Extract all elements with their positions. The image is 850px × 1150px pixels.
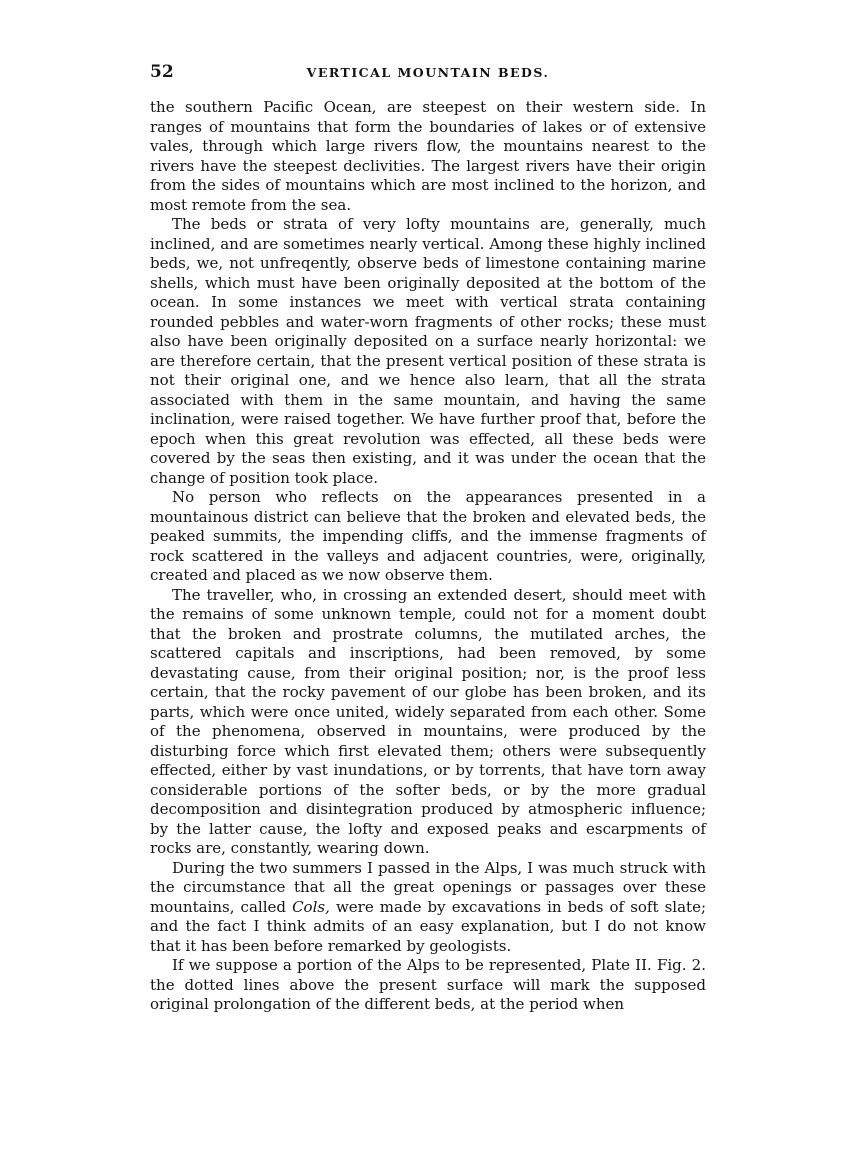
cols-italic-term: Cols,	[292, 897, 330, 916]
running-title: VERTICAL MOUNTAIN BEDS.	[306, 65, 550, 80]
book-page	[150, 62, 706, 1015]
page-number: 52	[150, 62, 174, 82]
paragraph-mountainous-district: No person who reflects on the appearances presented in a mountainous district can believe that the broken and elevated beds, the peaked summits, the impending cliffs, and the immense fragments of rock scattered in the valleys and adjacent countries, were, originally, created and placed as we now observe them.	[150, 488, 706, 584]
paragraph-alps-cols	[150, 859, 706, 957]
cols-text-after: were made by excavations in beds of soft slate; and the fact I think admits of an easy explanation, but I do not know that it has been before remarked by geologists.	[150, 897, 706, 955]
paragraph-traveller: The traveller, who, in crossing an extended desert, should meet with the remains of some unknown temple, could not for a moment doubt that the broken and prostrate columns, the mutilated arches, the scattered capitals and inscriptions, had been removed, by some devastating cause, from their original position; nor, is the proof less certain, that the rocky pavement of our globe has been broken, and its parts, which were once united, widely separated from each other. Some of the phenomena, observed in mountains, were produced by the disturbing force which first elevated them; others were subsequently effected, either by vast inundations, or by torrents, that have torn away considerable portions of the softer beds, or by the more gradual decomposition and disintegration produced by atmospheric influence; by the latter cause, the lofty and exposed peaks and escarpments of rocks are, constantly, wearing down.	[150, 585, 706, 857]
paragraph-continued: the southern Pacific Ocean, are steepest on their western side. In ranges of mountains that form the boundaries of lakes or of extensive vales, through which large rivers flow, the mountains nearest to the rivers have the steepest declivities. The largest rivers have their origin from the sides of mountains which are most inclined to the horizon, and most remote from the sea.	[150, 98, 706, 214]
paragraph-inclined-strata: The beds or strata of very lofty mountains are, generally, much inclined, and are sometimes nearly vertical. Among these highly inclined beds, we, not unfreqently, observe beds of limestone containing marine shells, which must have been originally deposited at the bottom of the ocean. In some instances we meet with vertical strata containing rounded pebbles and water-worn fragments of other rocks; these must also have been originally deposited on a surface nearly horizontal: we are therefore certain, that the present vertical position of these strata is not their original one, and we hence also learn, that all the strata associated with them in the same mountain, and having the same inclination, were raised together. We have further proof that, before the epoch when this great revolution was effected, all these beds were covered by the seas then existing, and it was under the ocean that the change of position took place.	[150, 215, 706, 487]
body-text	[150, 98, 706, 1015]
running-head	[150, 62, 706, 90]
paragraph-plate-figure: If we suppose a portion of the Alps to be represented, Plate II. Fig. 2. the dotted lines above the present surface will mark the supposed original prolongation of the different beds, at the period when	[150, 956, 706, 1013]
cols-text-before: During the two summers I passed in the Alps, I was much struck with the circumstance that all the great openings or passages over these mountains, called	[150, 858, 706, 916]
